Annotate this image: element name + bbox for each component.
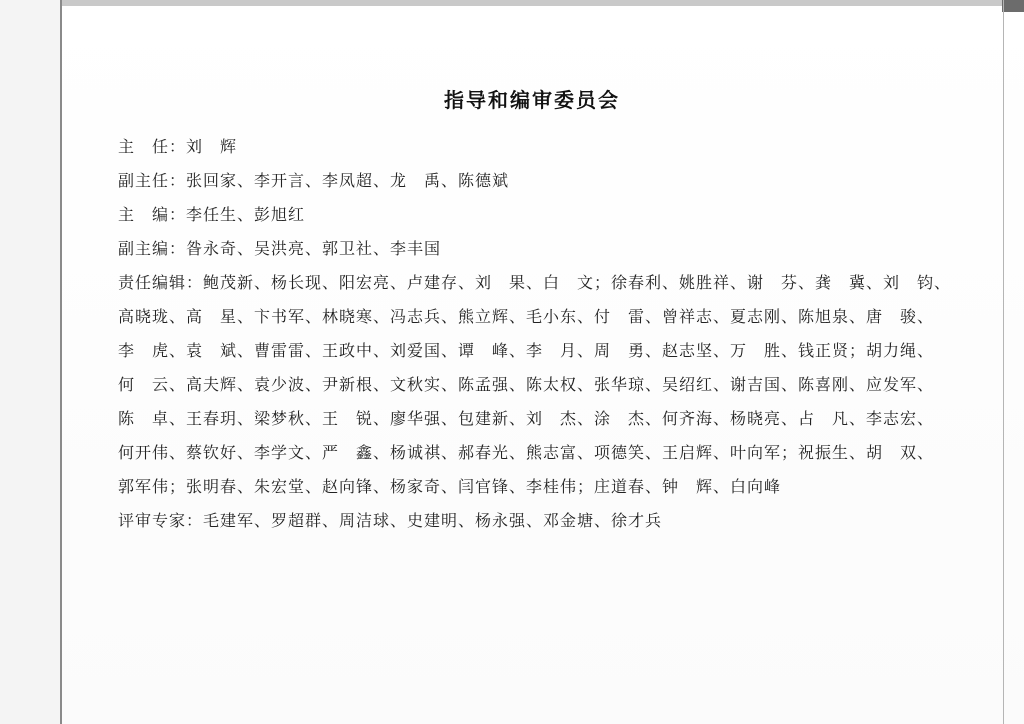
entry-label: 主 编： — [118, 205, 187, 224]
deputy-chief-editor-line — [118, 232, 988, 266]
chief-editor-line — [118, 198, 988, 232]
entry-value: 李任生、彭旭红 — [186, 205, 306, 224]
scan-top-right-edge — [1002, 0, 1024, 12]
responsible-editors-line: 高晓珑、高 星、卞书军、林晓寒、冯志兵、熊立辉、毛小东、付 雷、曾祥志、夏志刚、陈旭泉、唐 骏、 — [118, 307, 935, 326]
document-page — [62, 6, 1002, 724]
responsible-editors-line: 李 虎、袁 斌、曹雷雷、王政中、刘爱国、谭 峰、李 月、周 勇、赵志坚、万 胜、钱正贤；胡力绳、 — [118, 341, 935, 360]
page-title: 指导和编审委员会 — [444, 88, 620, 112]
responsible-editors-line: 陈 卓、王春玥、梁梦秋、王 锐、廖华强、包建新、刘 杰、涂 杰、何齐海、杨晓亮、占 凡、李志宏、 — [118, 409, 935, 428]
responsible-editors-line: 郭军伟；张明春、朱宏堂、赵向锋、杨家奇、闫官锋、李桂伟；庄道春、钟 辉、白向峰 — [118, 477, 782, 496]
entry-label: 副主编： — [118, 239, 187, 258]
entry-label: 主 任： — [118, 137, 187, 156]
entry-value: 毛建军、罗超群、周洁球、史建明、杨永强、邓金塘、徐才兵 — [203, 511, 663, 530]
director-line — [118, 130, 988, 164]
entry-value: 刘 辉 — [186, 137, 238, 156]
entry-label: 评审专家： — [118, 511, 204, 530]
review-experts-line — [118, 504, 988, 538]
responsible-editors-line: 何开伟、蔡钦好、李学文、严 鑫、杨诚祺、郝春光、熊志富、项德笑、王启辉、叶向军；祝振生、胡 双、 — [118, 443, 935, 462]
committee-list — [118, 130, 988, 538]
deputy-director-line — [118, 164, 988, 198]
scan-right-edge — [1003, 0, 1004, 724]
scan-left-margin — [0, 0, 62, 724]
entry-value: 昝永奇、吴洪亮、郭卫社、李丰国 — [186, 239, 442, 258]
entry-label: 副主任： — [118, 171, 187, 190]
entry-value: 张回家、李开言、李凤超、龙 禹、陈德斌 — [186, 171, 510, 190]
entry-label: 责任编辑： — [118, 273, 204, 292]
responsible-editors-line: 何 云、高夫辉、袁少波、尹新根、文秋实、陈孟强、陈太权、张华琼、吴绍红、谢吉国、陈喜刚、应发军、 — [118, 375, 935, 394]
entry-value: 鲍茂新、杨长现、阳宏亮、卢建存、刘 果、白 文；徐春利、姚胜祥、谢 芬、龚 冀、刘 钧、 — [203, 273, 952, 292]
responsible-editors-line — [118, 266, 988, 300]
